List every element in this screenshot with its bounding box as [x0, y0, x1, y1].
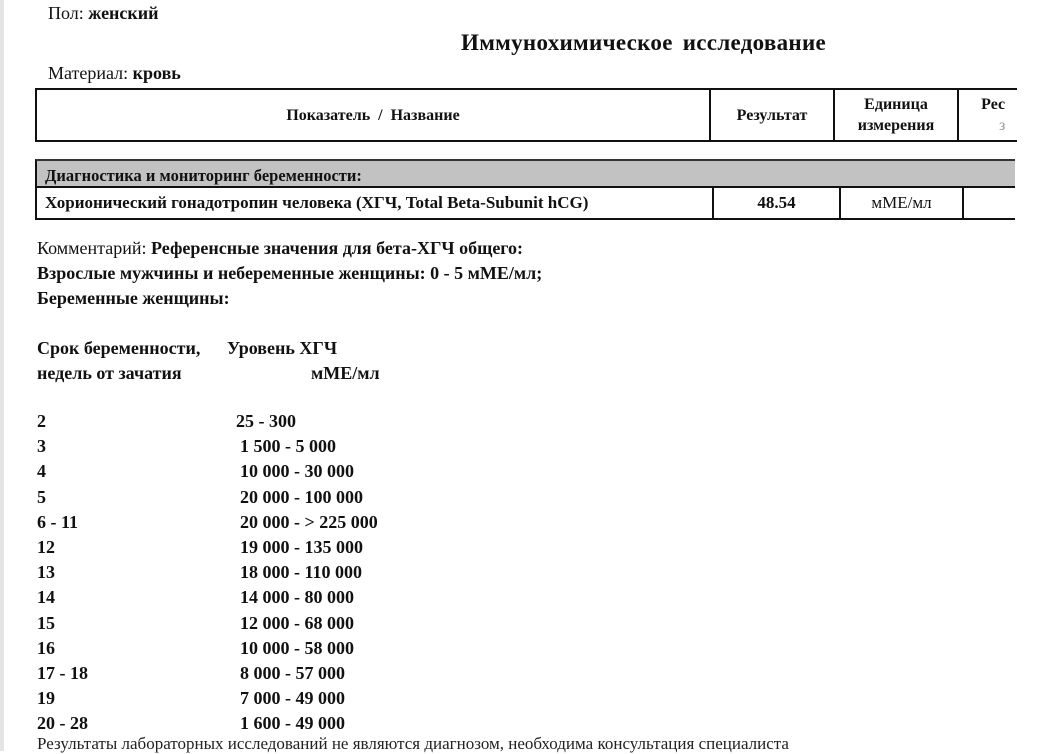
header-level-line1: Уровень ХГЧ — [227, 338, 338, 358]
section-header — [35, 159, 1015, 188]
sex-value: женский — [88, 3, 159, 23]
reference-weeks: 19 — [37, 688, 55, 709]
reference-level: 12 000 - 68 000 — [240, 612, 354, 633]
header-unit — [835, 90, 959, 140]
header-week-line1: Срок беременности, — [37, 338, 201, 358]
patient-sex — [48, 3, 159, 24]
reference-level: 19 000 - 135 000 — [240, 536, 363, 557]
result-reference — [964, 188, 1044, 218]
result-value: 48.54 — [714, 188, 841, 218]
sex-label: Пол: — [48, 3, 84, 23]
reference-level: 10 000 - 30 000 — [240, 461, 354, 482]
reference-level: 25 - 300 — [236, 411, 296, 431]
reference-weeks: 20 - 28 — [37, 713, 88, 734]
header-reference-line2: з — [999, 117, 1006, 134]
comment-line3: Беременные женщины: — [37, 288, 230, 308]
reference-level: 1 500 - 5 000 — [240, 436, 336, 457]
result-row — [35, 188, 1015, 220]
comment-line2: Взрослые мужчины и небеременные женщины: 0 - 5 мМЕ/мл; — [37, 263, 543, 283]
material-value: кровь — [132, 63, 181, 83]
reference-level: 18 000 - 110 000 — [240, 562, 363, 583]
patient-material — [48, 63, 181, 84]
reference-level: 14 000 - 80 000 — [240, 587, 354, 608]
comment-line1: Референсные значения для бета-ХГЧ общего: — [151, 238, 524, 258]
reference-level: 20 000 - 100 000 — [240, 486, 363, 507]
header-unit-line2: измерения — [857, 117, 935, 134]
result-unit: мМЕ/мл — [841, 188, 964, 218]
reference-weeks: 2 — [37, 411, 46, 431]
header-unit-line1: Единица — [864, 96, 928, 113]
reference-level: 10 000 - 58 000 — [240, 637, 354, 658]
header-reference — [959, 90, 1039, 140]
material-label: Материал: — [48, 63, 129, 83]
reference-weeks: 5 — [37, 486, 46, 507]
reference-level: 1 600 - 49 000 — [240, 713, 345, 734]
header-result — [711, 90, 835, 140]
reference-weeks: 12 — [37, 536, 55, 557]
header-name — [37, 90, 711, 140]
reference-weeks: 15 — [37, 612, 55, 633]
reference-level: 20 000 - > 225 000 — [240, 511, 378, 532]
reference-weeks: 13 — [37, 562, 55, 583]
comment-block — [37, 236, 542, 311]
page-left-edge — [0, 0, 4, 751]
header-week-line2: недель от зачатия — [37, 363, 182, 383]
reference-weeks: 16 — [37, 637, 55, 658]
header-level-line2: мМЕ/мл — [311, 363, 380, 383]
results-table-header — [35, 88, 1017, 142]
reference-weeks: 4 — [37, 461, 46, 482]
section-title: Диагностика и мониторинг беременности: — [45, 166, 362, 185]
reference-level: 8 000 - 57 000 — [240, 662, 345, 683]
header-reference-line1: Рес — [981, 96, 1006, 113]
document-title: Иммунохимическое исследование — [461, 30, 827, 55]
reference-weeks: 3 — [37, 436, 46, 457]
result-name: Хорионический гонадотропин человека (ХГЧ, Total Beta-Subunit hCG) — [37, 188, 714, 218]
header-name-text: Показатель / Название — [286, 106, 460, 124]
header-result-text: Результат — [736, 106, 808, 124]
reference-weeks: 6 - 11 — [37, 511, 79, 532]
reference-weeks: 17 - 18 — [37, 662, 88, 683]
reference-weeks: 14 — [37, 587, 55, 608]
comment-label: Комментарий: — [37, 238, 147, 258]
disclaimer: Результаты лабораторных исследований не являются диагнозом, необходима консультация специалиста — [37, 734, 789, 753]
reference-level: 7 000 - 49 000 — [240, 688, 345, 709]
